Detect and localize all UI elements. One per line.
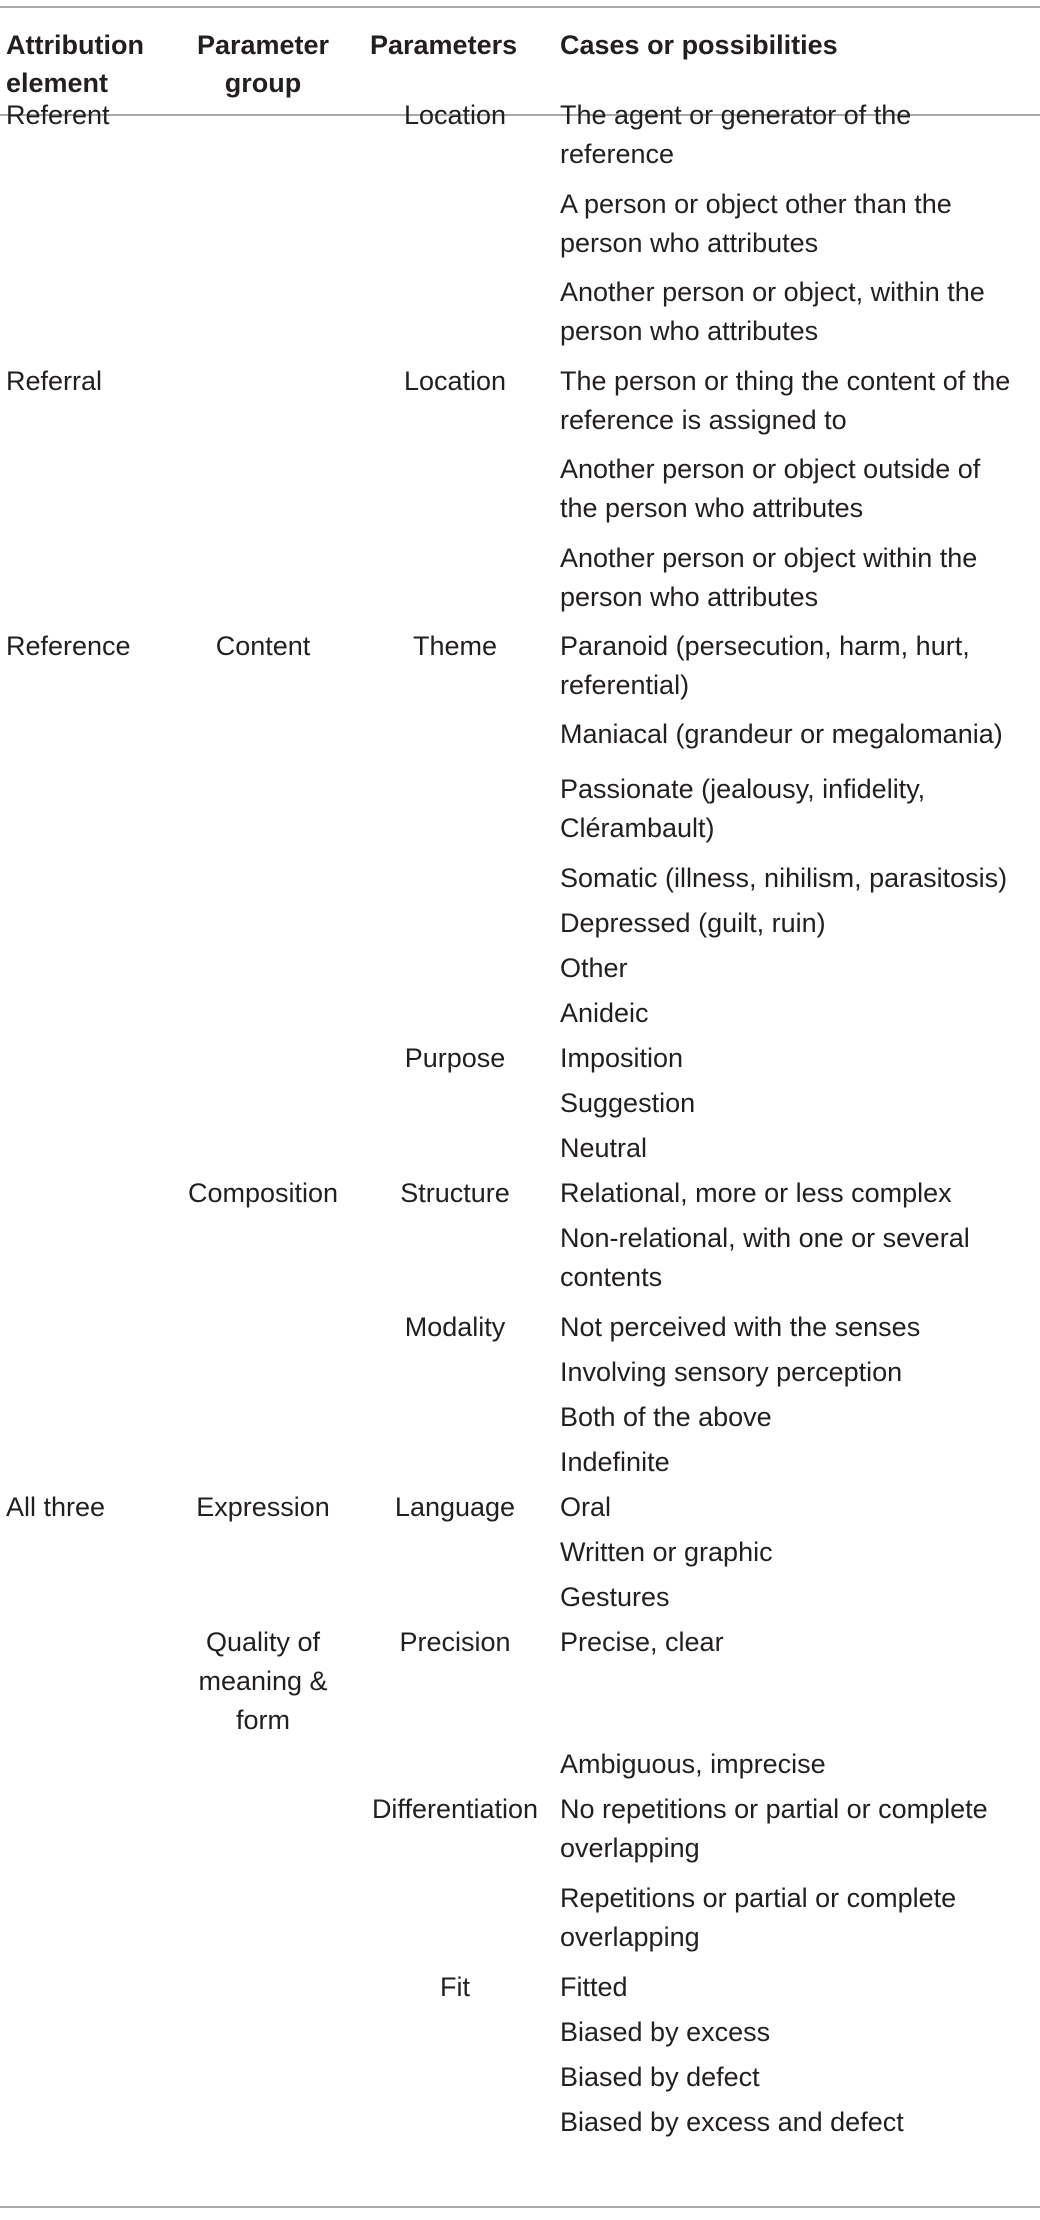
case-cell xyxy=(560,1879,956,1957)
cell-line: contents xyxy=(560,1262,663,1292)
parameter-group-cell: Content xyxy=(215,631,311,661)
case-cell xyxy=(560,2103,904,2142)
case-cell xyxy=(560,1968,628,2007)
header-attribution-element xyxy=(6,26,176,102)
cell-line: Involving sensory perception xyxy=(560,1357,903,1387)
header-line: group xyxy=(224,68,302,98)
attribution-element-cell: Referent xyxy=(6,100,110,130)
parameter-cell: Language xyxy=(394,1492,516,1522)
cell-line: form xyxy=(236,1705,290,1735)
cell-line: Precise, clear xyxy=(560,1627,724,1657)
cell-line: Paranoid (persecution, harm, hurt, xyxy=(560,631,970,661)
case-cell xyxy=(560,1623,724,1662)
case-cell xyxy=(560,1488,611,1527)
cell-line: Imposition xyxy=(560,1043,684,1073)
cell-line: person who attributes xyxy=(560,316,819,346)
cell-line: meaning & xyxy=(198,1666,328,1696)
parameter-cell: Fit xyxy=(440,1972,470,2002)
cell-line: overlapping xyxy=(560,1922,700,1952)
case-cell xyxy=(560,2058,760,2097)
cell-line: Fitted xyxy=(560,1972,628,2002)
attribution-element-cell: All three xyxy=(6,1492,106,1522)
cell-line: Another person or object within the xyxy=(560,543,978,573)
parameter-group-cell: Expression xyxy=(196,1492,330,1522)
cell-line: Biased by defect xyxy=(560,2062,760,2092)
cell-line: Both of the above xyxy=(560,1402,772,1432)
cell-line: Written or graphic xyxy=(560,1537,773,1567)
case-cell xyxy=(560,949,628,988)
cell-line: A person or object other than the xyxy=(560,189,952,219)
parameter-group-cell: Composition xyxy=(187,1178,339,1208)
case-cell xyxy=(560,904,826,943)
table-top-rule xyxy=(0,6,1040,8)
cell-line: Oral xyxy=(560,1492,612,1522)
cell-line: Ambiguous, imprecise xyxy=(560,1749,826,1779)
parameter-cell: Purpose xyxy=(404,1043,506,1073)
case-cell xyxy=(560,1308,920,1347)
cell-line: Repetitions or partial or complete xyxy=(560,1883,957,1913)
case-cell xyxy=(560,994,649,1033)
header-line: element xyxy=(6,68,109,98)
cell-line: reference is assigned to xyxy=(560,405,847,435)
cell-line: Passionate (jealousy, infidelity, xyxy=(560,774,926,804)
cell-line: person who attributes xyxy=(560,582,819,612)
parameter-cell: Modality xyxy=(404,1312,506,1342)
cell-line: Suggestion xyxy=(560,1088,696,1118)
case-cell xyxy=(560,1353,902,1392)
case-cell xyxy=(560,2013,770,2052)
header-parameter-group xyxy=(183,26,343,102)
cell-line: Non-relational, with one or several xyxy=(560,1223,970,1253)
parameter-cell: Location xyxy=(403,366,507,396)
case-cell xyxy=(560,450,980,528)
case-cell xyxy=(560,273,985,351)
cell-line: Depressed (guilt, ruin) xyxy=(560,908,826,938)
case-cell xyxy=(560,1745,826,1784)
cell-line: Other xyxy=(560,953,628,983)
case-cell xyxy=(560,185,952,263)
cell-line: Another person or object outside of xyxy=(560,454,981,484)
cell-line: Gestures xyxy=(560,1582,670,1612)
cell-line: referential) xyxy=(560,670,690,700)
case-cell xyxy=(560,539,977,617)
cell-line: The agent or generator of the xyxy=(560,100,912,130)
case-cell xyxy=(560,1039,683,1078)
cell-line: The person or thing the content of the xyxy=(560,366,1011,396)
case-cell xyxy=(560,1129,647,1168)
header-parameters: Parameters xyxy=(370,30,518,60)
cell-line: Indefinite xyxy=(560,1447,670,1477)
parameter-cell: Structure xyxy=(400,1178,510,1208)
case-cell xyxy=(560,1790,988,1868)
parameter-group-cell xyxy=(173,1623,353,1740)
table-bottom-rule xyxy=(0,2206,1040,2208)
cell-line: overlapping xyxy=(560,1833,700,1863)
case-cell xyxy=(560,1084,695,1123)
cell-line: the person who attributes xyxy=(560,493,864,523)
attribution-element-cell: Reference xyxy=(6,631,131,661)
cell-line: Biased by excess and defect xyxy=(560,2107,904,2137)
cell-line: Maniacal (grandeur or megalomania) xyxy=(560,719,1003,749)
cell-line: Another person or object, within the xyxy=(560,277,985,307)
parameter-cell: Precision xyxy=(399,1627,511,1657)
cell-line: Somatic (illness, nihilism, parasitosis) xyxy=(560,863,1008,893)
header-cases-or-possibilities: Cases or possibilities xyxy=(560,30,838,60)
case-cell xyxy=(560,627,970,705)
case-cell xyxy=(560,1578,670,1617)
parameter-cell: Theme xyxy=(412,631,498,661)
cell-line: Anideic xyxy=(560,998,649,1028)
cell-line: Not perceived with the senses xyxy=(560,1312,921,1342)
parameter-cell: Location xyxy=(403,100,507,130)
case-cell xyxy=(560,1219,970,1297)
case-cell xyxy=(560,1398,772,1437)
cell-line: Biased by excess xyxy=(560,2017,771,2047)
cell-line: No repetitions or partial or complete xyxy=(560,1794,988,1824)
cell-line: reference xyxy=(560,139,675,169)
parameter-cell: Differentiation xyxy=(371,1794,539,1824)
attribution-element-cell: Referral xyxy=(6,366,103,396)
cell-line: Neutral xyxy=(560,1133,648,1163)
header-line: Attribution xyxy=(6,30,144,60)
case-cell xyxy=(560,859,1007,898)
cell-line: Quality of xyxy=(205,1627,321,1657)
cell-line: person who attributes xyxy=(560,228,819,258)
cell-line: Relational, more or less complex xyxy=(560,1178,952,1208)
header-line: Parameter xyxy=(196,30,330,60)
cell-line: Clérambault) xyxy=(560,813,715,843)
case-cell xyxy=(560,1443,670,1482)
case-cell xyxy=(560,770,925,848)
case-cell xyxy=(560,1174,952,1213)
case-cell xyxy=(560,96,911,174)
case-cell xyxy=(560,1533,773,1572)
case-cell xyxy=(560,715,1003,754)
case-cell xyxy=(560,362,1010,440)
